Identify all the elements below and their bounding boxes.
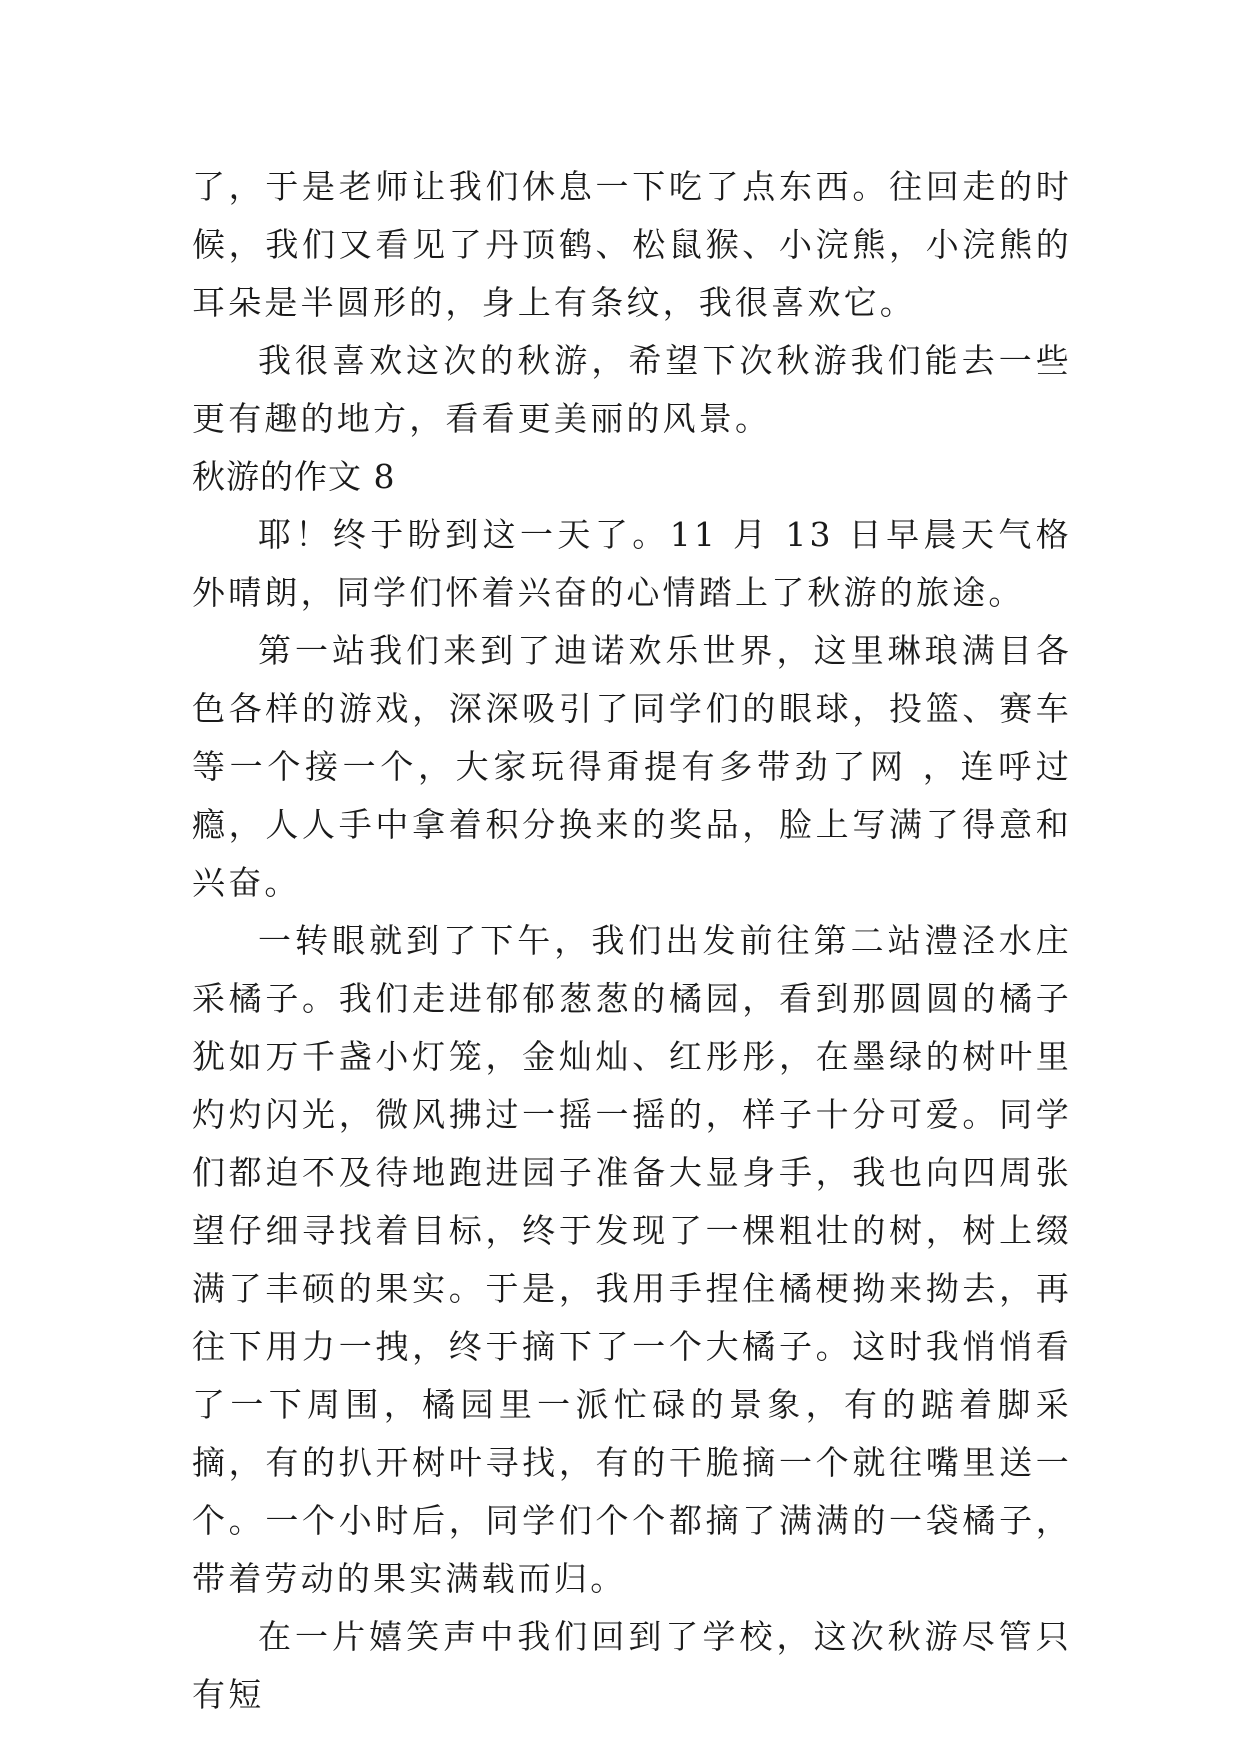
section-heading: 秋游的作文 8 (192, 457, 396, 496)
paragraph: 一转眼就到了下午，我们出发前往第二站澧泾水庄采橘子。我们走进郁郁葱葱的橘园，看到那圆圆的橘子犹如万千盏小灯笼，金灿灿、红彤彤，在墨绿的树叶里灼灼闪光，微风拂过一摇一摇的，样子十分可爱。同学们都迫不及待地跑进园子准备大显身手，我也向四周张望仔细寻找着目标，终于发现了一棵粗壮的树，树上缀满了丰硕的果实。于是，我用手捏住橘梗拗来拗去，再往下用力一拽，终于摘下了一个大橘子。这时我悄悄看了一下周围，橘园里一派忙碌的景象，有的踮着脚采摘，有的扒开树叶寻找，有的干脆摘一个就往嘴里送一个。一个小时后，同学们个个都摘了满满的一袋橘子，带着劳动的果实满载而归。 (192, 921, 1072, 1598)
paragraph: 耶！终于盼到这一天了。11 月 13 日早晨天气格外晴朗，同学们怀着兴奋的心情踏上了秋游的旅途。 (192, 515, 1072, 612)
paragraph: 在一片嬉笑声中我们回到了学校，这次秋游尽管只有短 (192, 1617, 1072, 1714)
paragraph: 了，于是老师让我们休息一下吃了点东西。往回走的时候，我们又看见了丹顶鹤、松鼠猴、小浣熊，小浣熊的耳朵是半圆形的，身上有条纹，我很喜欢它。 (192, 167, 1072, 322)
paragraph: 第一站我们来到了迪诺欢乐世界，这里琳琅满目各色各样的游戏，深深吸引了同学们的眼球，投篮、赛车等一个接一个，大家玩得甭提有多带劲了网 ，连呼过瘾，人人手中拿着积分换来的奖品，脸上写满了得意和兴奋。 (192, 631, 1072, 902)
paragraph: 我很喜欢这次的秋游，希望下次秋游我们能去一些更有趣的地方，看看更美丽的风景。 (192, 341, 1072, 438)
document-body (192, 158, 1072, 1724)
